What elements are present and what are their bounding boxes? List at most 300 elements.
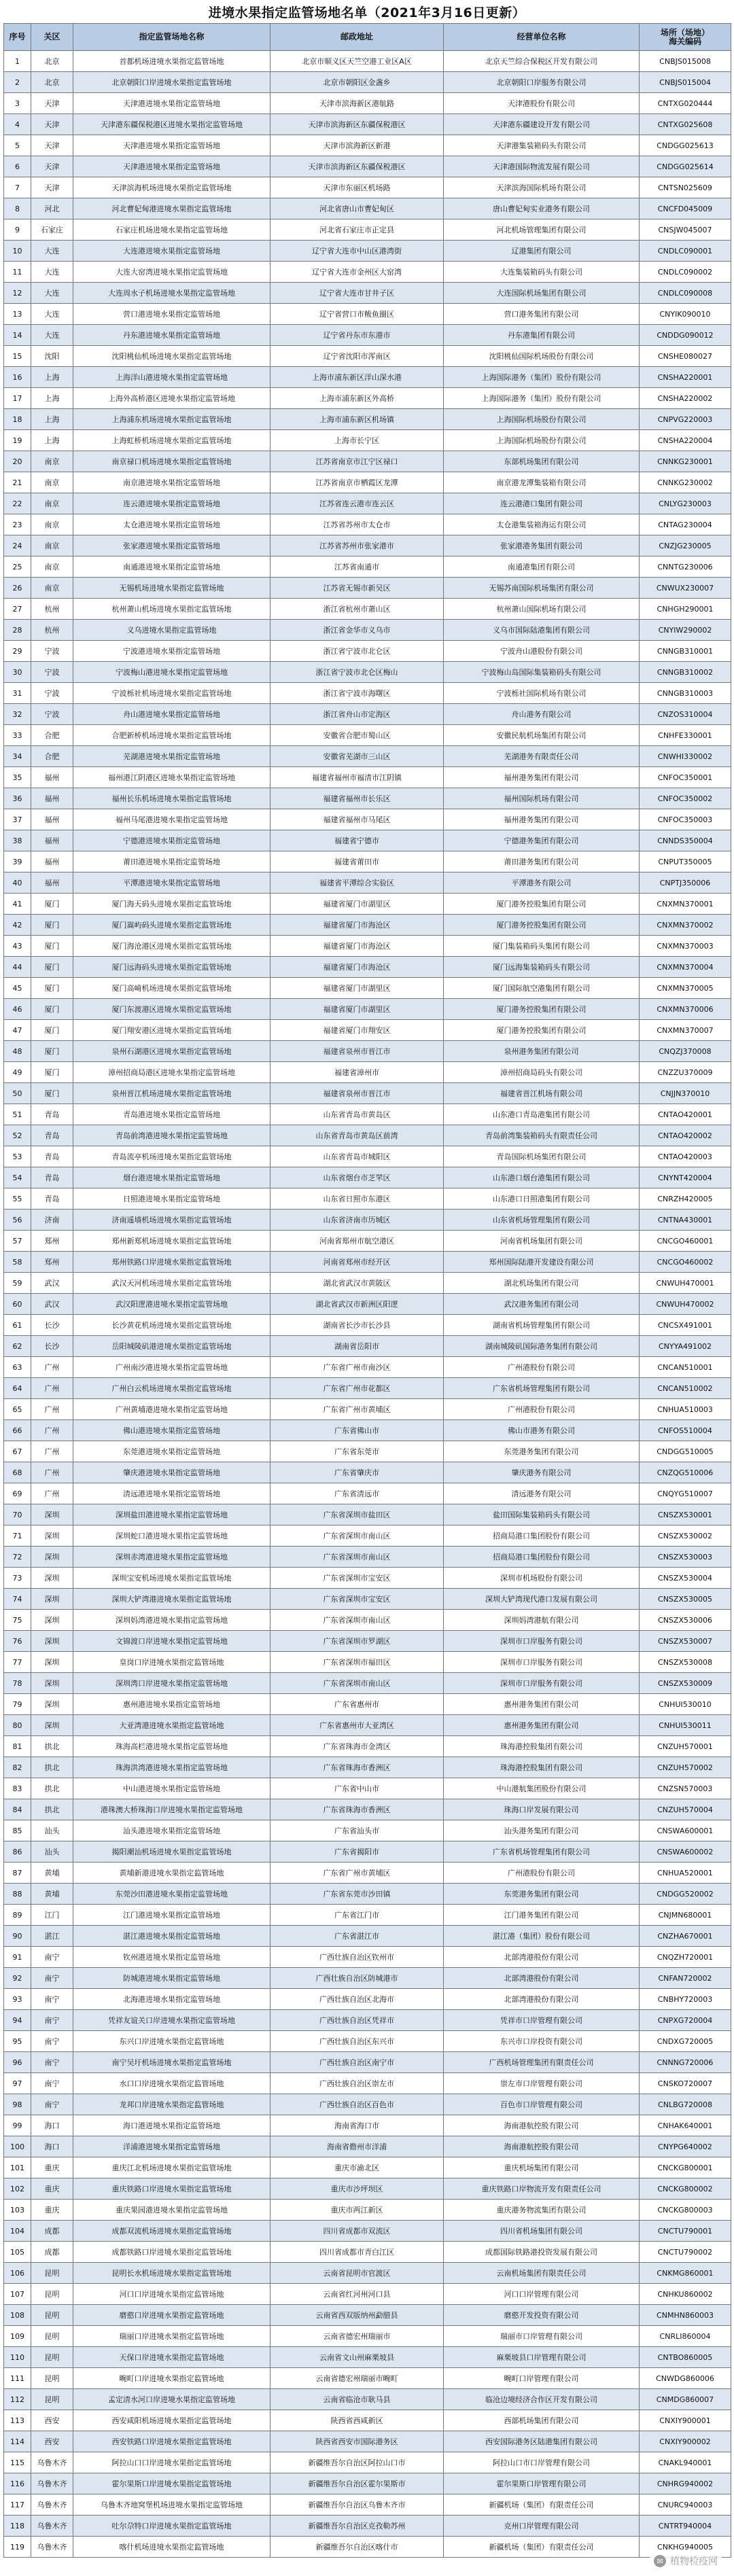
- cell-address: 云南省昆明市官渡区: [270, 2263, 444, 2284]
- cell-no: 13: [4, 304, 31, 325]
- cell-code: CNHUA510003: [640, 1399, 731, 1420]
- cell-operator: 天津港集装箱码头有限公司: [444, 135, 640, 156]
- cell-no: 82: [4, 1757, 31, 1778]
- table-row: [4, 114, 731, 135]
- table-row: [4, 599, 731, 620]
- table-row: [4, 2473, 731, 2494]
- cell-name: 深圳宝安机场进境水果指定监管场地: [73, 1568, 270, 1589]
- cell-customs: 昆明: [31, 2326, 73, 2347]
- cell-customs: 广州: [31, 1399, 73, 1420]
- cell-code: CNPXG720004: [640, 2010, 731, 2031]
- cell-no: 36: [4, 788, 31, 809]
- cell-address: 重庆市沙坪坝区: [270, 2178, 444, 2200]
- cell-code: CNFOC350003: [640, 809, 731, 830]
- cell-address: 山东省济南市历城区: [270, 1210, 444, 1231]
- table-row: [4, 2494, 731, 2516]
- cell-customs: 乌鲁木齐: [31, 2494, 73, 2516]
- cell-no: 102: [4, 2178, 31, 2200]
- cell-operator: 芜湖港务有限责任公司: [444, 746, 640, 767]
- cell-name: 营口港进境水果指定监管场地: [73, 304, 270, 325]
- cell-operator: 广东省机场管理集团有限公司: [444, 1841, 640, 1863]
- cell-code: CNYNT420004: [640, 1167, 731, 1188]
- cell-name: 乌鲁木齐地窝堡机场进境水果指定监管场地: [73, 2494, 270, 2516]
- cell-customs: 福州: [31, 767, 73, 788]
- cell-no: 11: [4, 262, 31, 283]
- cell-customs: 沈阳: [31, 346, 73, 367]
- cell-customs: 天津: [31, 156, 73, 177]
- cell-address: 天津市滨海新区港航路: [270, 93, 444, 114]
- cell-address: 广东省东莞市沙田镇: [270, 1884, 444, 1905]
- cell-address: 上海市浦东新区洋山深水港: [270, 367, 444, 388]
- cell-customs: 南宁: [31, 2073, 73, 2094]
- cell-operator: 唐山曹妃甸实业港务有限公司: [444, 198, 640, 219]
- cell-name: 洋浦港进境水果指定监管场地: [73, 2136, 270, 2157]
- cell-customs: 河北: [31, 198, 73, 219]
- cell-name: 上海虹桥机场进境水果指定监管场地: [73, 430, 270, 451]
- cell-operator: 厦门港务控股集团有限公司: [444, 915, 640, 936]
- table-row: [4, 2368, 731, 2389]
- cell-code: CNTBO860005: [640, 2347, 731, 2368]
- cell-code: CNBHY720003: [640, 1989, 731, 2010]
- cell-no: 56: [4, 1210, 31, 1231]
- table-row: [4, 1504, 731, 1525]
- cell-customs: 宁波: [31, 704, 73, 725]
- cell-no: 8: [4, 198, 31, 219]
- table-row: [4, 2263, 731, 2284]
- cell-operator: 成都国际铁路港投资发展有限公司: [444, 2242, 640, 2263]
- cell-no: 34: [4, 746, 31, 767]
- cell-customs: 深圳: [31, 1715, 73, 1736]
- cell-code: CNSZX530009: [640, 1673, 731, 1694]
- cell-operator: 山东港口烟台港集团有限公司: [444, 1167, 640, 1188]
- table-row: [4, 325, 731, 346]
- cell-no: 114: [4, 2431, 31, 2452]
- cell-customs: 昆明: [31, 2389, 73, 2410]
- cell-name: 惠州港进境水果指定监管场地: [73, 1694, 270, 1715]
- cell-no: 4: [4, 114, 31, 135]
- cell-name: 福州马尾港进境水果指定监管场地: [73, 809, 270, 830]
- cell-name: 烟台港进境水果指定监管场地: [73, 1167, 270, 1188]
- cell-customs: 拱北: [31, 1757, 73, 1778]
- cell-address: 广东省江门市: [270, 1905, 444, 1926]
- cell-operator: 深圳市机场股份有限公司: [444, 1568, 640, 1589]
- table-header-row: [4, 24, 731, 51]
- cell-operator: 太仓港集装箱海运有限公司: [444, 514, 640, 535]
- cell-code: CNNNG720006: [640, 2052, 731, 2073]
- cell-no: 109: [4, 2326, 31, 2347]
- cell-customs: 厦门: [31, 1041, 73, 1062]
- cell-code: CNFAN720002: [640, 1968, 731, 1989]
- cell-name: 广州黄埔港进境水果指定监管场地: [73, 1399, 270, 1420]
- table-row: [4, 1020, 731, 1041]
- cell-code: CNYYA491002: [640, 1336, 731, 1357]
- table-row: [4, 1378, 731, 1399]
- cell-no: 16: [4, 367, 31, 388]
- cell-address: 福建省厦门市海沧区: [270, 957, 444, 978]
- cell-code: CNWUH470001: [640, 1273, 731, 1294]
- cell-operator: 珠海港控股集团有限公司: [444, 1736, 640, 1757]
- cell-operator: 惠州港务集团有限公司: [444, 1715, 640, 1736]
- table-row: [4, 1778, 731, 1799]
- cell-operator: 大连国际机场集团有限公司: [444, 283, 640, 304]
- cell-address: 辽宁省沈阳市浑南区: [270, 346, 444, 367]
- cell-code: CNURC940003: [640, 2494, 731, 2516]
- table-row: [4, 367, 731, 388]
- cell-customs: 福州: [31, 788, 73, 809]
- cell-customs: 福州: [31, 851, 73, 872]
- cell-no: 115: [4, 2452, 31, 2473]
- cell-customs: 厦门: [31, 999, 73, 1020]
- cell-address: 云南省临沧市耿马县: [270, 2389, 444, 2410]
- cell-address: 广西壮族自治区百色市: [270, 2094, 444, 2115]
- cell-address: 广东省肇庆市: [270, 1462, 444, 1483]
- cell-address: 新疆维吾尔自治区霍尔果斯市: [270, 2473, 444, 2494]
- cell-address: 安徽省合肥市蜀山区: [270, 725, 444, 746]
- cell-code: CNSZX530003: [640, 1547, 731, 1568]
- cell-no: 83: [4, 1778, 31, 1799]
- watermark-text: 植物检疫网: [670, 2556, 718, 2567]
- table-row: [4, 93, 731, 114]
- table-row: [4, 1315, 731, 1336]
- cell-code: CNZUH570004: [640, 1799, 731, 1820]
- cell-address: 河北省唐山市曹妃甸区: [270, 198, 444, 219]
- cell-no: 90: [4, 1926, 31, 1947]
- cell-address: 福建省厦门市湖里区: [270, 999, 444, 1020]
- cell-no: 21: [4, 472, 31, 493]
- cell-code: CNSZX530001: [640, 1504, 731, 1525]
- cell-name: 喀什机场进境水果指定监管场地: [73, 2537, 270, 2558]
- cell-operator: 厦门港务控股集团有限公司: [444, 894, 640, 915]
- cell-address: 安徽省芜湖市三山区: [270, 746, 444, 767]
- cell-no: 119: [4, 2537, 31, 2558]
- cell-customs: 南宁: [31, 1989, 73, 2010]
- cell-name: 平潭港进境水果指定监管场地: [73, 872, 270, 894]
- cell-code: CNCAN510002: [640, 1378, 731, 1399]
- cell-code: CNZZU370009: [640, 1062, 731, 1083]
- cell-code: CNHUA520001: [640, 1863, 731, 1884]
- cell-code: CNXMN370003: [640, 936, 731, 957]
- cell-operator: 南通港集团有限公司: [444, 557, 640, 578]
- cell-no: 28: [4, 620, 31, 641]
- cell-address: 福建省福州市马尾区: [270, 809, 444, 830]
- cell-code: CNNGB310003: [640, 683, 731, 704]
- cell-operator: 广州港股份有限公司: [444, 1357, 640, 1378]
- cell-code: CNJJN370010: [640, 1083, 731, 1104]
- cell-name: 舟山港进境水果指定监管场地: [73, 704, 270, 725]
- cell-address: 河南省郑州市经开区: [270, 1252, 444, 1273]
- cell-address: 广西壮族自治区崇左市: [270, 2073, 444, 2094]
- cell-name: 丹东港进境水果指定监管场地: [73, 325, 270, 346]
- cell-no: 51: [4, 1104, 31, 1125]
- cell-operator: 北部湾港股份有限公司: [444, 1989, 640, 2010]
- cell-address: 广东省深圳市盐田区: [270, 1504, 444, 1525]
- cell-customs: 厦门: [31, 1062, 73, 1083]
- cell-code: CNBJS015008: [640, 51, 731, 72]
- cell-customs: 成都: [31, 2242, 73, 2263]
- cell-no: 1: [4, 51, 31, 72]
- cell-customs: 长沙: [31, 1336, 73, 1357]
- table-row: [4, 1483, 731, 1504]
- cell-no: 70: [4, 1504, 31, 1525]
- cell-no: 98: [4, 2094, 31, 2115]
- cell-name: 济南遥墙机场进境水果指定监管场地: [73, 1210, 270, 1231]
- cell-name: 重庆江北机场进境水果指定监管场地: [73, 2157, 270, 2178]
- cell-code: CNSZX530002: [640, 1525, 731, 1547]
- cell-address: 广东省深圳市罗湖区: [270, 1631, 444, 1652]
- table-row: [4, 1525, 731, 1547]
- cell-customs: 深圳: [31, 1547, 73, 1568]
- table-row: [4, 2115, 731, 2136]
- cell-name: 汕头港进境水果指定监管场地: [73, 1820, 270, 1841]
- cell-code: CNZHA670001: [640, 1926, 731, 1947]
- cell-operator: 福建省晋江机场有限公司: [444, 1083, 640, 1104]
- cell-operator: 武汉港务集团有限公司: [444, 1294, 640, 1315]
- cell-no: 79: [4, 1694, 31, 1715]
- cell-operator: 西安国际港务区陆港集团有限公司: [444, 2431, 640, 2452]
- cell-name: 霍尔果斯口岸进境水果指定监管场地: [73, 2473, 270, 2494]
- cell-code: CNLBG720008: [640, 2094, 731, 2115]
- table-row: [4, 1820, 731, 1841]
- cell-address: 四川省成都市青白江区: [270, 2242, 444, 2263]
- cell-code: CNCGO460001: [640, 1231, 731, 1252]
- cell-address: 广西壮族自治区北海市: [270, 1989, 444, 2010]
- table-row: [4, 830, 731, 851]
- cell-operator: 海南港航控股有限公司: [444, 2115, 640, 2136]
- cell-name: 厦门高崎机场进境水果指定监管场地: [73, 978, 270, 999]
- cell-name: 莆田港进境水果指定监管场地: [73, 851, 270, 872]
- table-row: [4, 1146, 731, 1167]
- cell-operator: 湛江港（集团）股份有限公司: [444, 1926, 640, 1947]
- table-row: [4, 1799, 731, 1820]
- cell-operator: 重庆机场集团有限公司: [444, 2157, 640, 2178]
- table-row: [4, 1167, 731, 1188]
- cell-code: CNTAO420001: [640, 1104, 731, 1125]
- cell-no: 86: [4, 1841, 31, 1863]
- cell-no: 88: [4, 1884, 31, 1905]
- cell-customs: 广州: [31, 1357, 73, 1378]
- table-row: [4, 156, 731, 177]
- cell-operator: 深圳大铲湾现代港口发展有限公司: [444, 1589, 640, 1610]
- cell-address: 上海市浦东新区外高桥: [270, 388, 444, 409]
- cell-no: 58: [4, 1252, 31, 1273]
- cell-customs: 深圳: [31, 1504, 73, 1525]
- cell-no: 96: [4, 2052, 31, 2073]
- cell-address: 上海市浦东新区机场镇: [270, 409, 444, 430]
- cell-operator: 杭州萧山国际机场有限公司: [444, 599, 640, 620]
- cell-address: 海南省海口市: [270, 2115, 444, 2136]
- cell-no: 7: [4, 177, 31, 198]
- cell-address: 辽宁省大连市金州区大窑湾: [270, 262, 444, 283]
- cell-name: 阿拉山口口岸进境水果指定监管场地: [73, 2452, 270, 2473]
- cell-address: 广东省珠海市香洲区: [270, 1799, 444, 1820]
- cell-address: 广东省东莞市: [270, 1441, 444, 1462]
- cell-operator: 海南港航控股有限公司: [444, 2136, 640, 2157]
- cell-no: 93: [4, 1989, 31, 2010]
- table-row: [4, 1652, 731, 1673]
- table-row: [4, 2410, 731, 2431]
- cell-name: 上海外高桥港区进境水果指定监管场地: [73, 388, 270, 409]
- cell-operator: 莆田港务集团有限公司: [444, 851, 640, 872]
- cell-operator: 厦门国际航空港集团有限公司: [444, 978, 640, 999]
- cell-no: 25: [4, 557, 31, 578]
- cell-code: CNDXG720005: [640, 2031, 731, 2052]
- table-row: [4, 1357, 731, 1378]
- cell-operator: 上海国际港务（集团）股份有限公司: [444, 388, 640, 409]
- cell-no: 50: [4, 1083, 31, 1104]
- cell-no: 54: [4, 1167, 31, 1188]
- cell-name: 揭阳潮汕机场进境水果指定监管场地: [73, 1841, 270, 1863]
- cell-code: CNXMN370006: [640, 999, 731, 1020]
- table-row: [4, 2305, 731, 2326]
- cell-no: 6: [4, 156, 31, 177]
- cell-name: 重庆果园港进境水果指定监管场地: [73, 2200, 270, 2221]
- cell-code: CNZJG230005: [640, 535, 731, 557]
- cell-no: 15: [4, 346, 31, 367]
- cell-address: 天津市东丽区机场路: [270, 177, 444, 198]
- cell-address: 云南省德宏州瑞丽市畹町: [270, 2368, 444, 2389]
- cell-no: 105: [4, 2242, 31, 2263]
- cell-operator: 河南省机场集团有限公司: [444, 1231, 640, 1252]
- table-row: [4, 493, 731, 514]
- cell-customs: 厦门: [31, 957, 73, 978]
- cell-no: 75: [4, 1610, 31, 1631]
- table-row: [4, 346, 731, 367]
- cell-customs: 昆明: [31, 2305, 73, 2326]
- cell-operator: 畹町口岸管理有限公司: [444, 2368, 640, 2389]
- cell-name: 东莞港进境水果指定监管场地: [73, 1441, 270, 1462]
- cell-name: 防城港进境水果指定监管场地: [73, 1968, 270, 1989]
- cell-customs: 拱北: [31, 1736, 73, 1757]
- cell-name: 沈阳桃仙机场进境水果指定监管场地: [73, 346, 270, 367]
- cell-address: 辽宁省大连市中山区港湾街: [270, 241, 444, 262]
- cell-operator: 泉州港务集团有限公司: [444, 1041, 640, 1062]
- cell-customs: 海口: [31, 2115, 73, 2136]
- cell-operator: 宁波梅山岛国际集装箱码头有限公司: [444, 662, 640, 683]
- cell-operator: 山东港口青岛港集团有限公司: [444, 1104, 640, 1125]
- cell-address: 江苏省苏州市张家港市: [270, 535, 444, 557]
- cell-operator: 张家港港务集团有限公司: [444, 535, 640, 557]
- table-row: [4, 2073, 731, 2094]
- cell-code: CNCAN510001: [640, 1357, 731, 1378]
- cell-address: 山东省青岛市黄岛区前湾: [270, 1125, 444, 1146]
- table-row: [4, 1294, 731, 1315]
- cell-no: 20: [4, 451, 31, 472]
- cell-customs: 黄埔: [31, 1884, 73, 1905]
- cell-name: 泉州石湖港区进境水果指定监管场地: [73, 1041, 270, 1062]
- cell-customs: 南宁: [31, 1947, 73, 1968]
- cell-code: CNRZH420005: [640, 1188, 731, 1210]
- cell-name: 漳州招商局港区进境水果指定监管场地: [73, 1062, 270, 1083]
- cell-name: 河北曹妃甸港进境水果指定监管场地: [73, 198, 270, 219]
- cell-no: 62: [4, 1336, 31, 1357]
- table-row: [4, 936, 731, 957]
- cell-no: 68: [4, 1462, 31, 1483]
- cell-no: 67: [4, 1441, 31, 1462]
- cell-operator: 克州口岸管理有限公司: [444, 2516, 640, 2537]
- cell-address: 福建省漳州市: [270, 1062, 444, 1083]
- header-no: 序号: [4, 24, 31, 51]
- cell-no: 74: [4, 1589, 31, 1610]
- cell-operator: 珠海口岸发展有限公司: [444, 1799, 640, 1820]
- cell-operator: 招商局港口集团股份有限公司: [444, 1525, 640, 1547]
- cell-name: 天津港进境水果指定监管场地: [73, 93, 270, 114]
- header-name: 指定监管场地名称: [73, 24, 270, 51]
- cell-no: 52: [4, 1125, 31, 1146]
- cell-code: CNCTU790001: [640, 2221, 731, 2242]
- cell-code: CNXMN370007: [640, 1020, 731, 1041]
- cell-code: CNTRT940004: [640, 2516, 731, 2537]
- cell-code: CNZSN570003: [640, 1778, 731, 1799]
- cell-no: 97: [4, 2073, 31, 2094]
- cell-address: 陕西省西安市国际港务区: [270, 2431, 444, 2452]
- table-row: [4, 725, 731, 746]
- table-row: [4, 2242, 731, 2263]
- cell-operator: 上海国际机场股份有限公司: [444, 409, 640, 430]
- cell-address: 福建省福州市长乐区: [270, 788, 444, 809]
- table-row: [4, 872, 731, 894]
- cell-customs: 深圳: [31, 1631, 73, 1652]
- cell-no: 10: [4, 241, 31, 262]
- cell-address: 江苏省苏州市太仓市: [270, 514, 444, 535]
- cell-address: 广东省深圳市南山区: [270, 1610, 444, 1631]
- cell-operator: 安徽民航机场集团有限公司: [444, 725, 640, 746]
- cell-code: CNDLC090008: [640, 283, 731, 304]
- cell-customs: 宁波: [31, 662, 73, 683]
- header-address: 邮政地址: [270, 24, 444, 51]
- cell-code: CNRLI860004: [640, 2326, 731, 2347]
- cell-name: 厦门翔安港区进境水果指定监管场地: [73, 1020, 270, 1041]
- cell-code: CNXIY900001: [640, 2410, 731, 2431]
- table-row: [4, 915, 731, 936]
- cell-address: 广东省湛江市: [270, 1926, 444, 1947]
- cell-name: 天津滨海机场进境水果指定监管场地: [73, 177, 270, 198]
- cell-address: 广西壮族自治区凭祥市: [270, 2010, 444, 2031]
- cell-address: 河南省郑州市航空港区: [270, 1231, 444, 1252]
- cell-name: 武汉阳逻港进境水果指定监管场地: [73, 1294, 270, 1315]
- header-operator: 经营单位名称: [444, 24, 640, 51]
- cell-name: 上海洋山港进境水果指定监管场地: [73, 367, 270, 388]
- cell-address: 广东省珠海市金湾区: [270, 1736, 444, 1757]
- cell-customs: 大连: [31, 304, 73, 325]
- cell-customs: 拱北: [31, 1799, 73, 1820]
- cell-customs: 南京: [31, 578, 73, 599]
- table-row: [4, 1547, 731, 1568]
- cell-customs: 大连: [31, 241, 73, 262]
- table-row: [4, 809, 731, 830]
- cell-name: 厦门海沧港区进境水果指定监管场地: [73, 936, 270, 957]
- cell-address: 广西壮族自治区防城港市: [270, 1968, 444, 1989]
- cell-address: 江苏省连云港市连云区: [270, 493, 444, 514]
- table-row: [4, 767, 731, 788]
- cell-code: CNWUH470002: [640, 1294, 731, 1315]
- cell-address: 广东省汕头市: [270, 1820, 444, 1841]
- cell-name: 港珠澳大桥珠海口岸进境水果指定监管场地: [73, 1799, 270, 1820]
- cell-address: 浙江省杭州市萧山区: [270, 599, 444, 620]
- table-row: [4, 1462, 731, 1483]
- cell-name: 大连大窑湾进境水果指定监管场地: [73, 262, 270, 283]
- cell-operator: 大连集装箱码头有限公司: [444, 262, 640, 283]
- cell-name: 河口口岸进境水果指定监管场地: [73, 2284, 270, 2305]
- cell-no: 39: [4, 851, 31, 872]
- cell-name: 武汉天河机场进境水果指定监管场地: [73, 1273, 270, 1294]
- cell-operator: 上海国际机场股份有限公司: [444, 430, 640, 451]
- cell-customs: 长沙: [31, 1315, 73, 1336]
- cell-name: 西安咸阳机场进境水果指定监管场地: [73, 2410, 270, 2431]
- cell-operator: 佛山市港务有限公司: [444, 1420, 640, 1441]
- cell-operator: 无锡苏南国际机场集团有限公司: [444, 578, 640, 599]
- cell-name: 磨憨口岸进境水果指定监管场地: [73, 2305, 270, 2326]
- cell-name: 深圳妈湾港进境水果指定监管场地: [73, 1610, 270, 1631]
